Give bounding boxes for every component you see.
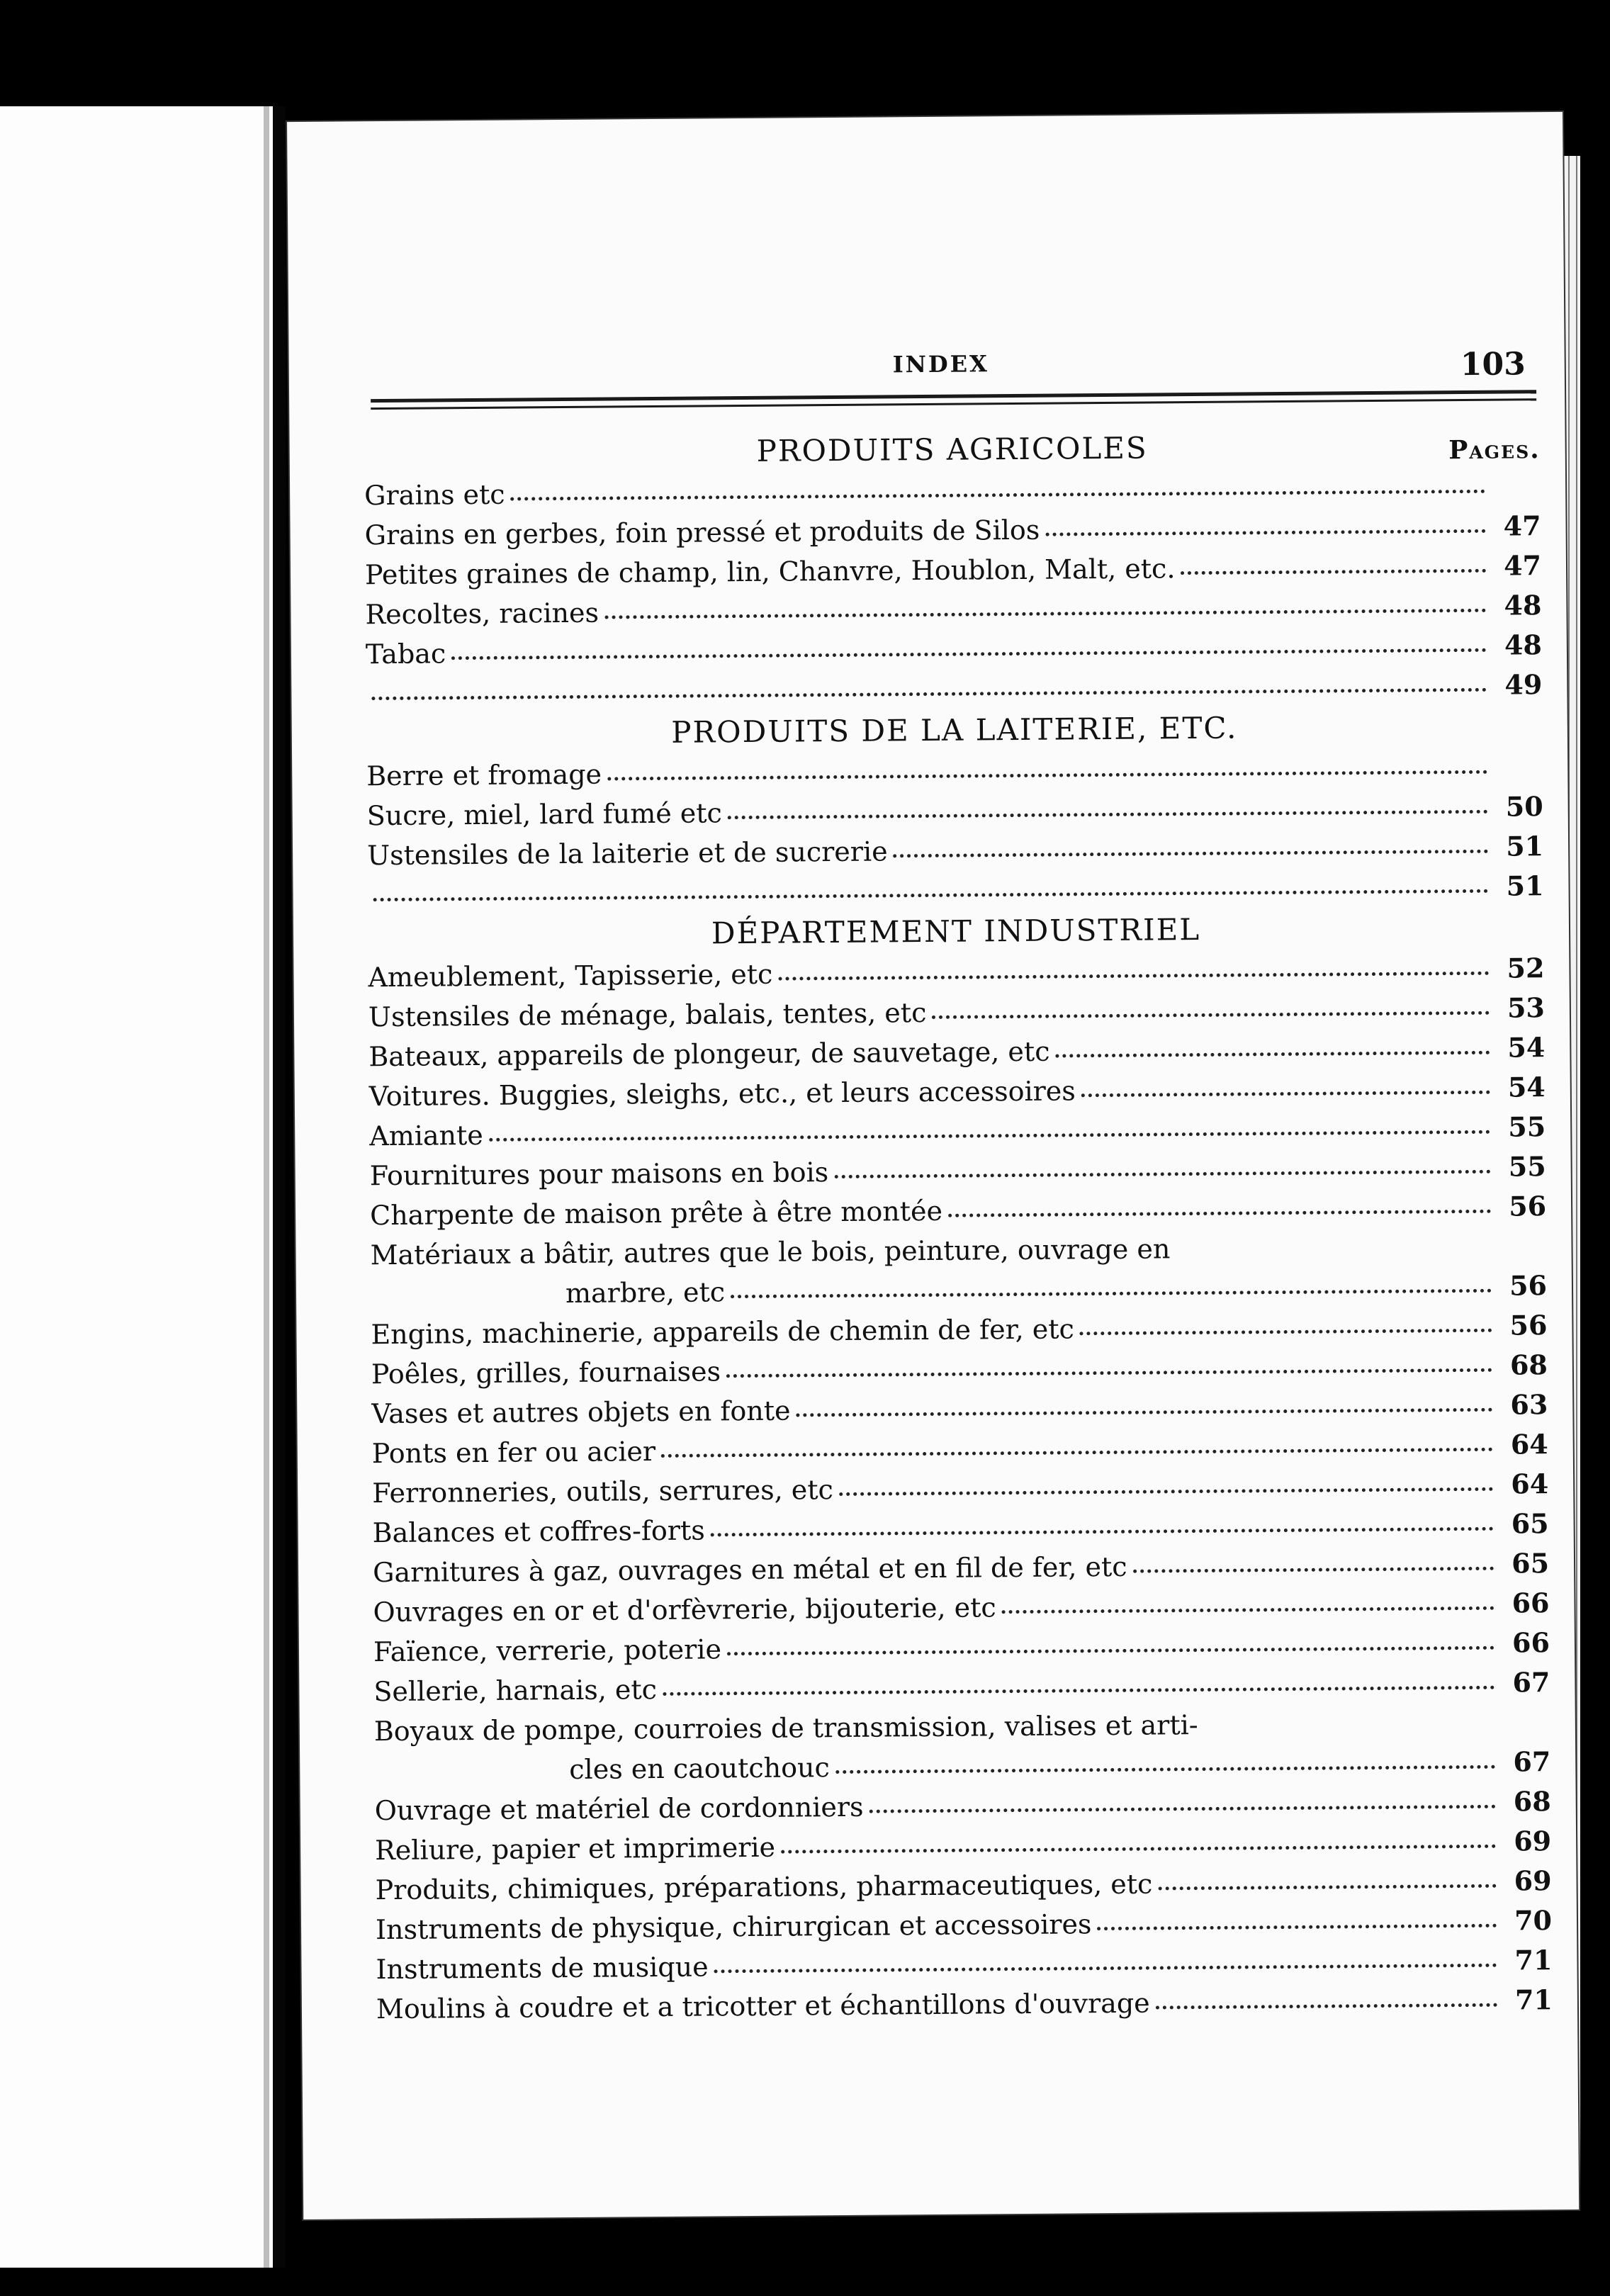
- section-heading: PRODUITS AGRICOLES: [756, 430, 1148, 468]
- entry-page-number: 65: [1511, 1507, 1549, 1540]
- entry-page-number: [1501, 1731, 1550, 1732]
- dot-leader: [839, 1487, 1493, 1496]
- dot-leader: [778, 972, 1489, 981]
- entry-label: Ponts en fer ou acier: [371, 1436, 656, 1470]
- page-number: 103: [1460, 346, 1526, 383]
- entry-page-number: 51: [1506, 830, 1544, 862]
- dot-leader: [728, 810, 1488, 819]
- entry-label: Instruments de physique, chirurgican et accessoires: [375, 1908, 1092, 1946]
- entry-label: Faïence, verrerie, poterie: [373, 1633, 722, 1668]
- dot-leader: [1156, 2003, 1497, 2010]
- entry-page-number: 64: [1510, 1428, 1548, 1461]
- entry-label: Engins, machinerie, appareils de chemin de fer, etc: [371, 1313, 1074, 1351]
- entry-label: Balances et coffres-forts: [372, 1514, 705, 1549]
- entry-page-number: 66: [1512, 1626, 1550, 1659]
- dot-leader: [1056, 1051, 1490, 1058]
- entry-label: Ustensiles de ménage, balais, tentes, etc: [368, 997, 927, 1033]
- entry-page-number: 48: [1504, 589, 1542, 621]
- entry-page-number: 51: [1506, 870, 1544, 902]
- entry-label: cles en caoutchouc: [569, 1752, 830, 1786]
- book-gutter: [273, 106, 286, 2268]
- entry-page-number: 69: [1514, 1825, 1552, 1857]
- entry-page-number: 67: [1513, 1745, 1551, 1778]
- entry-page-number: 49: [1504, 668, 1543, 701]
- entry-label: Recoltes, racines: [365, 597, 599, 631]
- index-entries: [364, 424, 1553, 2029]
- dot-leader: [726, 1368, 1492, 1378]
- entry-page-number: 52: [1507, 952, 1545, 984]
- dot-leader: [711, 1527, 1494, 1537]
- entry-page-number: 64: [1511, 1468, 1549, 1500]
- entry-page-number: 54: [1507, 1071, 1546, 1103]
- entry-page-number: 48: [1504, 629, 1543, 661]
- dot-leader: [1133, 1567, 1494, 1573]
- entry-label: Fournitures pour maisons en bois: [369, 1157, 829, 1192]
- dot-leader: [489, 1130, 1490, 1142]
- dot-leader: [607, 770, 1487, 781]
- entry-page-number: 55: [1508, 1110, 1546, 1143]
- entry-page-number: 71: [1514, 1944, 1553, 1976]
- entry-label: Ouvrages en or et d'orfèvrerie, bijouterie, etc: [373, 1592, 996, 1628]
- entry-page-number: 53: [1507, 991, 1546, 1024]
- dot-leader: [1158, 1884, 1496, 1891]
- dot-leader: [731, 1289, 1492, 1298]
- dot-leader: [663, 1686, 1494, 1696]
- entry-label: Poêles, grilles, fournaises: [371, 1356, 721, 1390]
- entry-page-number: 70: [1514, 1904, 1553, 1937]
- entry-label: Amiante: [369, 1119, 483, 1152]
- dot-leader: [511, 490, 1486, 501]
- entry-label: Reliure, papier et imprimerie: [375, 1831, 776, 1867]
- running-head: [360, 346, 1565, 398]
- entry-page-number: 55: [1508, 1150, 1546, 1183]
- section-heading: PRODUITS DE LA LAITERIE, ETC.: [671, 710, 1238, 750]
- dot-leader: [1002, 1606, 1494, 1614]
- entry-label: Sellerie, harnais, etc: [373, 1674, 658, 1708]
- dot-leader: [1080, 1329, 1492, 1336]
- entry-page-number: 69: [1514, 1864, 1552, 1897]
- dot-leader: [869, 1805, 1496, 1813]
- dot-leader: [834, 1170, 1490, 1178]
- dot-leader: [932, 1011, 1490, 1019]
- dot-leader: [781, 1845, 1496, 1854]
- entry-page-number: 71: [1514, 1983, 1553, 2016]
- dot-leader: [894, 850, 1489, 858]
- entry-label: Petites graines de champ, lin, Chanvre, Houblon, Malt, etc.: [364, 553, 1176, 591]
- entry-page-number: 66: [1512, 1587, 1550, 1619]
- entry-label: Voitures. Buggies, sleighs, etc., et leurs accessoires: [368, 1075, 1076, 1113]
- entry-label: Ferronneries, outils, serrures, etc: [372, 1474, 834, 1509]
- entry-label: Boyaux de pompe, courroies de transmission, valises et arti-: [373, 1709, 1198, 1748]
- entry-label: Moulins à coudre et a tricotter et échantillons d'ouvrage: [376, 1987, 1150, 2025]
- dot-leader: [604, 609, 1486, 619]
- dot-leader: [1045, 529, 1485, 536]
- entry-page-number: [1491, 495, 1541, 496]
- facing-page-edge: [264, 106, 269, 2268]
- entry-label: Berre et fromage: [366, 758, 602, 792]
- entry-page-number: 68: [1513, 1785, 1551, 1818]
- entry-page-number: 63: [1510, 1388, 1548, 1421]
- dot-leader: [948, 1210, 1491, 1217]
- dot-leader: [1097, 1924, 1497, 1930]
- entry-label: marbre, etc: [565, 1276, 726, 1310]
- entry-label: Garnitures à gaz, ouvrages en métal et en fil de fer, etc: [372, 1551, 1127, 1589]
- entry-page-number: 54: [1507, 1031, 1546, 1064]
- dot-leader: [1081, 1091, 1490, 1098]
- index-page: [287, 112, 1579, 2219]
- entry-page-number: 56: [1509, 1269, 1548, 1302]
- index-entry: [376, 1980, 1553, 2029]
- entry-label: Sucre, miel, lard fumé etc: [366, 797, 723, 832]
- entry-label: Produits, chimiques, préparations, pharmaceutiques, etc: [375, 1868, 1153, 1906]
- section-heading: DÉPARTEMENT INDUSTRIEL: [711, 911, 1201, 951]
- entry-page-number: [1497, 1255, 1547, 1256]
- entry-label: Ameublement, Tapisserie, etc: [368, 958, 773, 994]
- entry-page-number: 50: [1505, 790, 1543, 823]
- entry-page-number: 67: [1512, 1666, 1550, 1699]
- entry-label: Ouvrage et matériel de cordonniers: [374, 1791, 864, 1827]
- entry-page-number: 47: [1503, 549, 1542, 582]
- facing-page: [0, 106, 273, 2268]
- entry-label: Grains en gerbes, foin pressé et produits de Silos: [364, 514, 1040, 551]
- entry-label: Vases et autres objets en fonte: [371, 1395, 791, 1430]
- entry-page-number: [1493, 776, 1543, 777]
- entry-page-number: 56: [1509, 1309, 1548, 1341]
- entry-label: Charpente de maison prête à être montée: [369, 1195, 943, 1232]
- dot-leader: [835, 1765, 1496, 1774]
- dot-leader: [451, 648, 1487, 660]
- entry-page-number: 56: [1509, 1190, 1547, 1222]
- entry-label: Grains etc: [364, 478, 505, 512]
- entry-label: Matériaux a bâtir, autres que le bois, peinture, ouvrage en: [370, 1233, 1171, 1271]
- dot-leader: [1181, 569, 1486, 575]
- entry-label: Instruments de musique: [376, 1951, 709, 1986]
- entry-label: Tabac: [365, 638, 446, 670]
- dot-leader: [714, 1964, 1497, 1974]
- dot-leader: [727, 1646, 1494, 1656]
- running-head-title: INDEX: [892, 350, 990, 378]
- dot-leader: [796, 1408, 1493, 1417]
- entry-page-number: 65: [1511, 1547, 1550, 1580]
- entry-page-number: 47: [1503, 510, 1541, 542]
- entry-label: Ustensiles de la laiterie et de sucrerie: [366, 835, 888, 872]
- entry-page-number: 68: [1509, 1349, 1548, 1381]
- entry-label: Bateaux, appareils de plongeur, de sauvetage, etc: [368, 1035, 1050, 1073]
- pages-column-label: Pages.: [1448, 434, 1541, 466]
- dot-leader: [661, 1448, 1493, 1458]
- dot-leader: [373, 889, 1489, 901]
- dot-leader: [371, 688, 1487, 700]
